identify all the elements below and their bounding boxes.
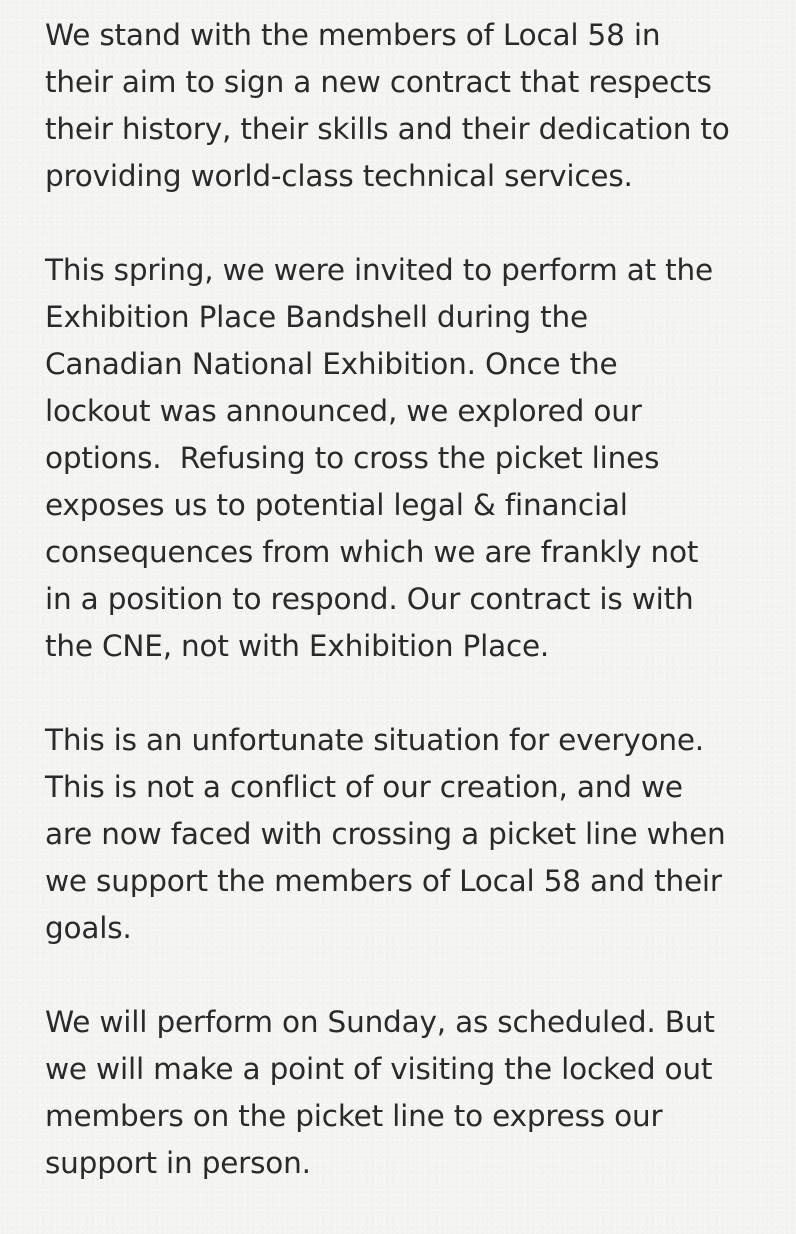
- text-line: support in person.: [45, 1146, 311, 1180]
- text-line: This is an unfortunate situation for everyone.: [45, 723, 704, 757]
- text-line: Exhibition Place Bandshell during the: [45, 300, 588, 334]
- text-line: Canadian National Exhibition. Once the: [45, 347, 618, 381]
- paragraph-performance: [45, 999, 785, 1187]
- text-line: goals.: [45, 911, 132, 945]
- text-line: the CNE, not with Exhibition Place.: [45, 629, 550, 663]
- text-line: in a position to respond. Our contract is with: [45, 582, 694, 616]
- text-line: This is not a conflict of our creation, and we: [45, 770, 683, 804]
- text-line: are now faced with crossing a picket line when: [45, 817, 726, 851]
- text-line: This spring, we were invited to perform at the: [45, 253, 713, 287]
- paragraph-invitation: [45, 247, 785, 670]
- text-line: we will make a point of visiting the locked out: [45, 1052, 713, 1086]
- text-line: their aim to sign a new contract that respects: [45, 65, 712, 99]
- text-line: We stand with the members of Local 58 in: [45, 18, 661, 52]
- text-line: lockout was announced, we explored our: [45, 394, 642, 428]
- text-line: We will perform on Sunday, as scheduled. But: [45, 1005, 715, 1039]
- text-line: members on the picket line to express our: [45, 1099, 663, 1133]
- text-line: their history, their skills and their dedication to: [45, 112, 730, 146]
- note-body: [45, 12, 785, 1234]
- text-line: providing world-class technical services.: [45, 159, 633, 193]
- text-line: options. Refusing to cross the picket lines: [45, 441, 660, 475]
- paragraph-situation: [45, 717, 785, 952]
- paragraph-solidarity: [45, 12, 785, 200]
- text-line: consequences from which we are frankly not: [45, 535, 699, 569]
- text-line: exposes us to potential legal & financial: [45, 488, 628, 522]
- text-line: we support the members of Local 58 and their: [45, 864, 722, 898]
